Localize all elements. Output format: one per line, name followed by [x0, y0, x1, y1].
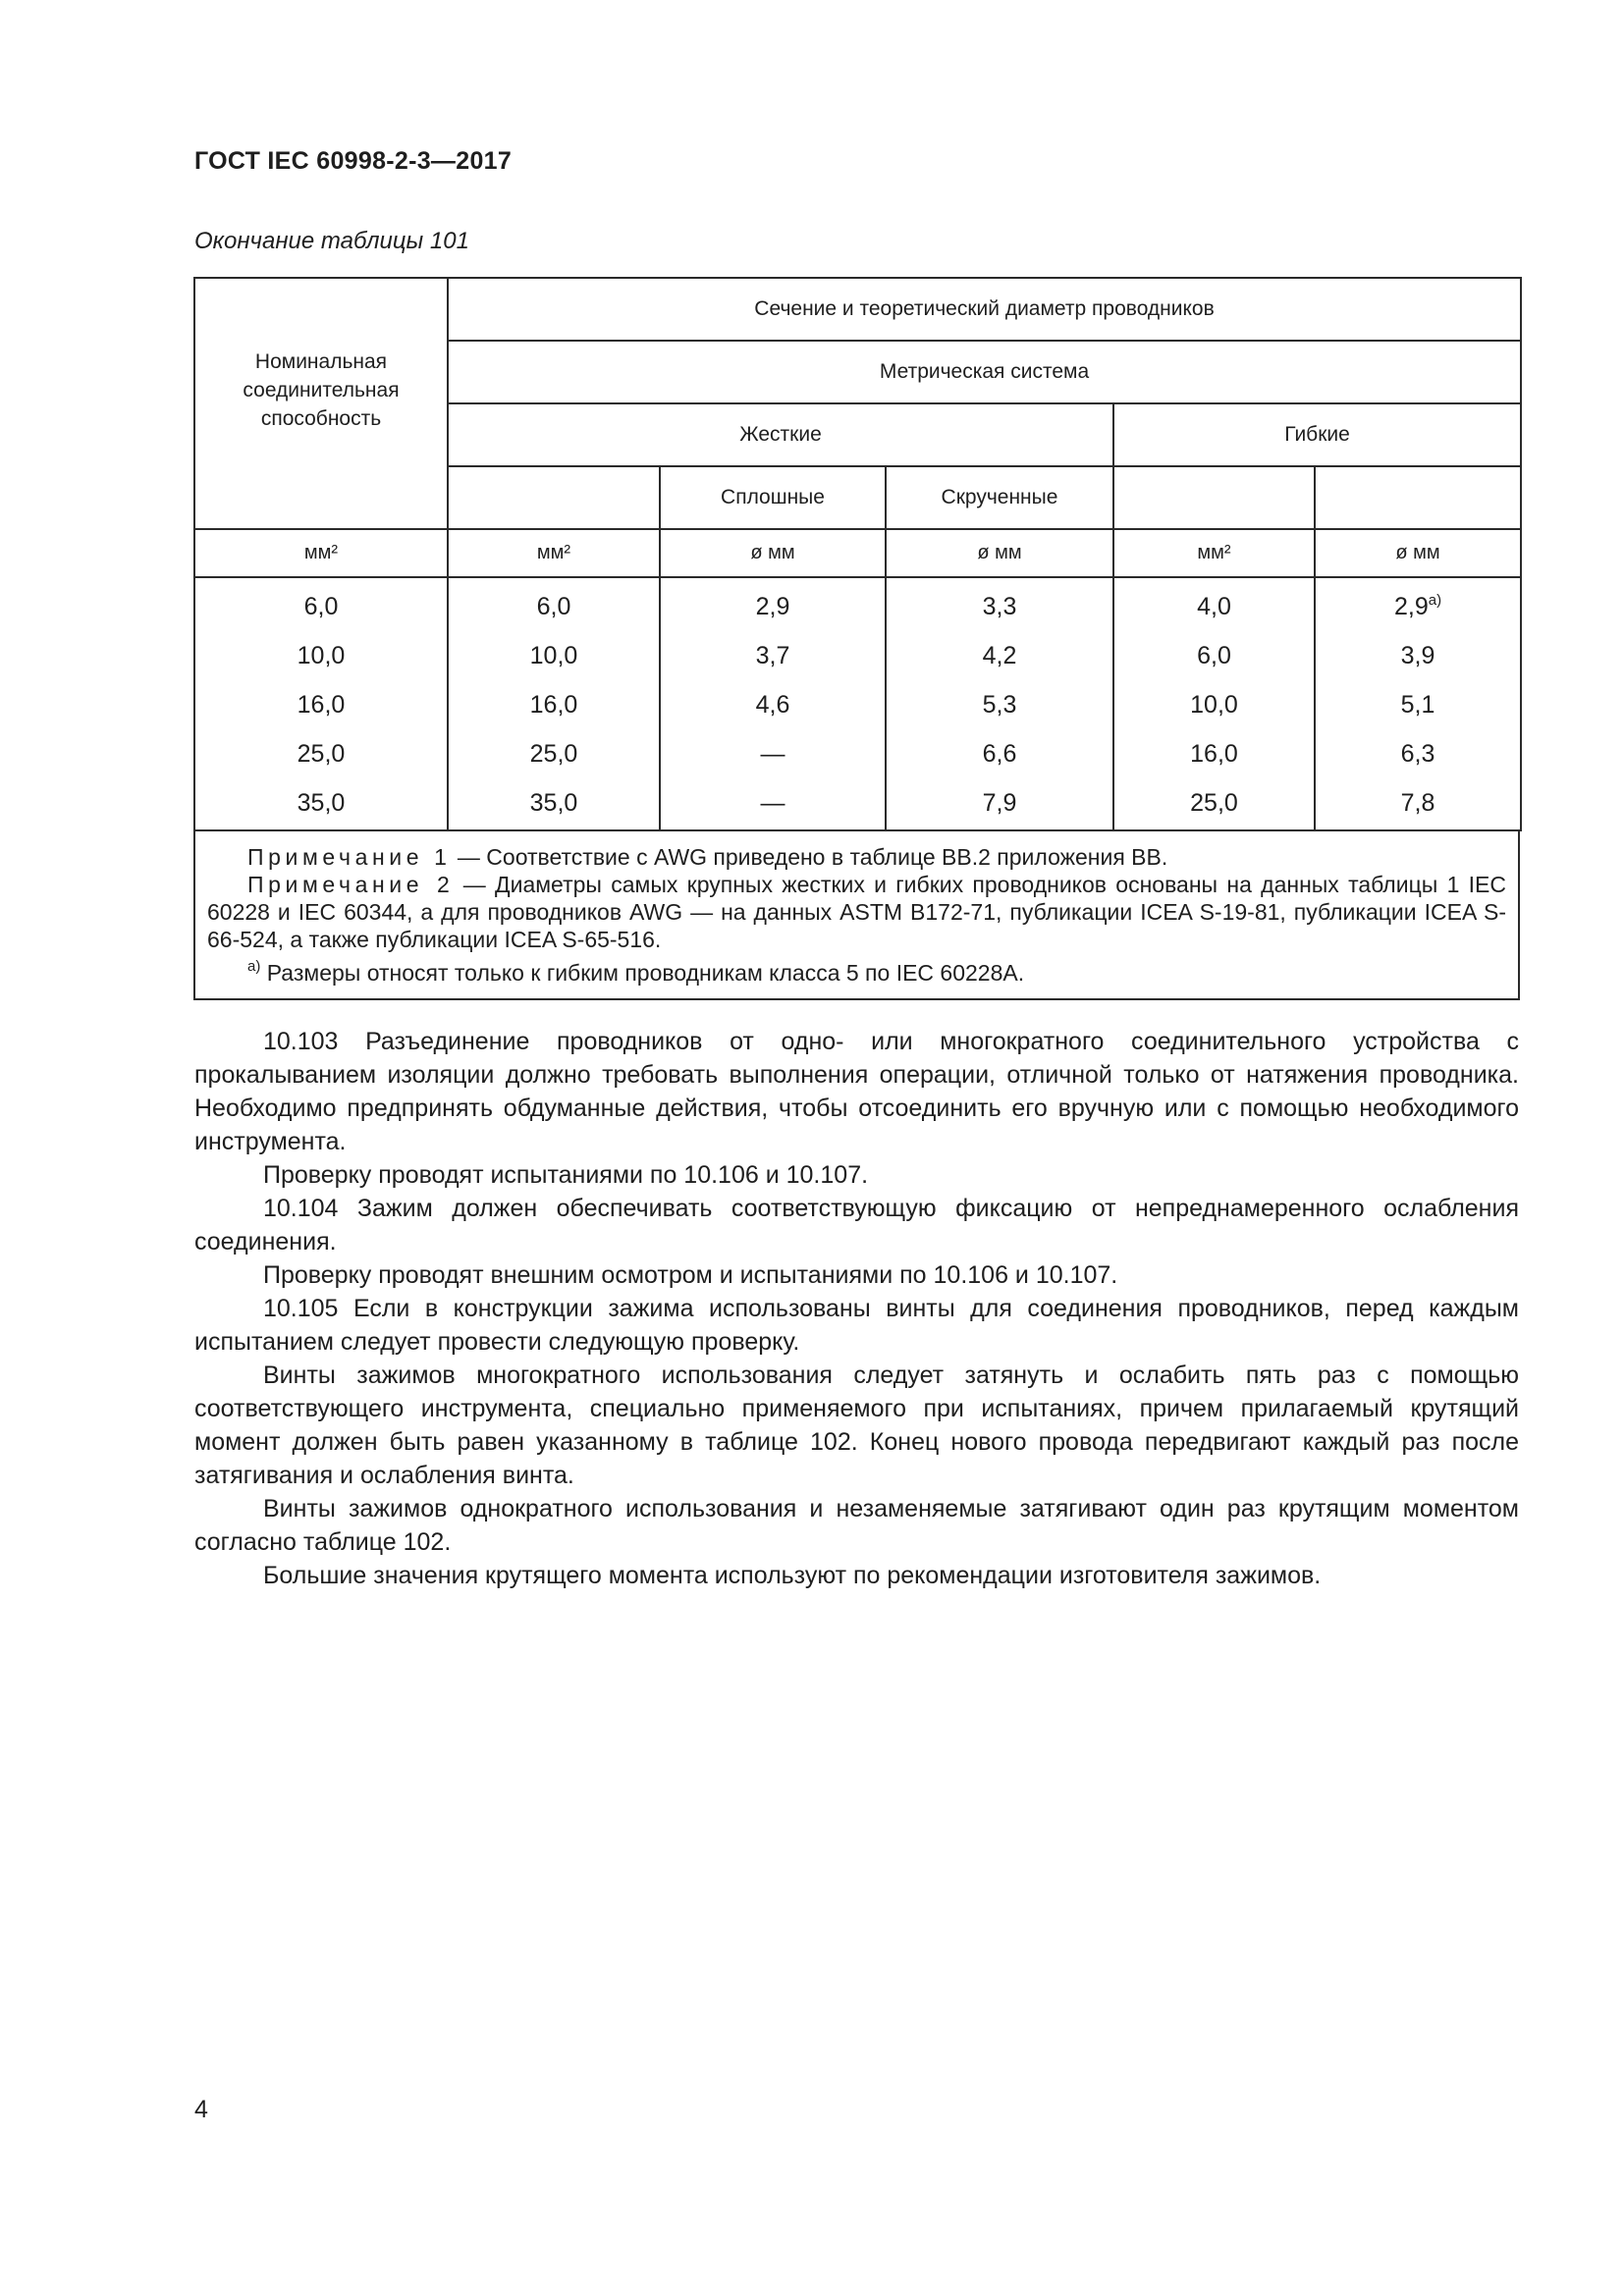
table-row — [194, 778, 1521, 830]
note-1 — [207, 843, 1506, 871]
paragraph-check-2: Проверку проводят внешним осмотром и испытаниями по 10.106 и 10.107. — [263, 1261, 1118, 1289]
table-cell: 10,0 — [448, 631, 660, 680]
header-nominal-capacity: Номинальная соединительная способность — [194, 278, 448, 529]
table-cell: 5,3 — [886, 680, 1113, 729]
table-cell: 25,0 — [448, 729, 660, 778]
paragraph-single-use-screws: Винты зажимов однократного использования и незаменяемые затягивают один раз крутящим моментом согласно таблице 102. — [194, 1495, 1519, 1556]
table-cell: 16,0 — [448, 680, 660, 729]
table-101-continuation — [193, 277, 1520, 1000]
table-cell: 3,9 — [1315, 631, 1521, 680]
units-row — [194, 529, 1521, 577]
footnote-marker: a) — [1428, 592, 1442, 609]
note-2-text: — Диаметры самых крупных жестких и гибких проводников основаны на данных таблицы 1 IEC 60228 и IEC 60344, а для проводников AWG — на данных ASTM B172-71, публикации ICEA S-19-81, публикации ICEA S-66-524, а также публикации ICEA S-65-516. — [207, 872, 1506, 952]
paragraph-check-1: Проверку проводят испытаниями по 10.106 и 10.107. — [263, 1161, 869, 1189]
table-cell: 3,3 — [886, 577, 1113, 631]
paragraph-10-103: 10.103 Разъединение проводников от одно- или многократного соединительного устройства с прокалыванием изоляции должно требовать выполнения операции, отличной только от натяжения проводника. Необходимо предпринять обдуманные действия, чтобы отсоединить его вручную или с помощью необходимого инструмента. — [194, 1028, 1519, 1155]
note-1-label: Примечание 1 — [247, 844, 452, 870]
note-1-text: — Соответствие с AWG приведено в таблице BB.2 приложения BB. — [451, 844, 1168, 870]
table-cell: 16,0 — [194, 680, 448, 729]
table-row — [194, 631, 1521, 680]
conductor-table — [193, 277, 1522, 831]
table-cell: 4,0 — [1113, 577, 1315, 631]
header-stranded: Скрученные — [886, 466, 1113, 529]
table-cell: 6,0 — [1113, 631, 1315, 680]
table-caption: Окончание таблицы 101 — [194, 228, 469, 254]
unit-cell: мм² — [1113, 529, 1315, 577]
table-cell: 6,0 — [194, 577, 448, 631]
header-empty-cell — [448, 466, 660, 529]
table-cell: 7,8 — [1315, 778, 1521, 830]
table-cell: 5,1 — [1315, 680, 1521, 729]
header-empty-cell — [1113, 466, 1315, 529]
standard-title: ГОСТ IEC 60998-2-3—2017 — [194, 147, 513, 175]
table-cell: 4,2 — [886, 631, 1113, 680]
unit-cell: мм² — [194, 529, 448, 577]
table-cell: 10,0 — [194, 631, 448, 680]
paragraph-torque: Большие значения крутящего момента используют по рекомендации изготовителя зажимов. — [263, 1562, 1322, 1589]
note-2 — [207, 871, 1506, 953]
table-cell: — — [660, 729, 886, 778]
unit-cell: ø мм — [886, 529, 1113, 577]
table-cell: 6,0 — [448, 577, 660, 631]
paragraph-10-104: 10.104 Зажим должен обеспечивать соответствующую фиксацию от непреднамеренного ослабления соединения. — [194, 1195, 1519, 1255]
table-cell: 25,0 — [194, 729, 448, 778]
body-text — [194, 1025, 1519, 1592]
table-cell: 35,0 — [194, 778, 448, 830]
footnote-a-marker: a) — [247, 958, 261, 975]
table-row — [194, 680, 1521, 729]
table-cell: 6,3 — [1315, 729, 1521, 778]
page-number: 4 — [194, 2096, 208, 2123]
header-empty-cell — [1315, 466, 1521, 529]
header-rigid: Жесткие — [448, 403, 1113, 466]
table-notes — [193, 831, 1520, 1000]
table-cell: 3,7 — [660, 631, 886, 680]
footnote-a — [207, 953, 1506, 987]
table-cell: 25,0 — [1113, 778, 1315, 830]
note-2-label: Примечание 2 — [247, 872, 455, 897]
table-cell: 35,0 — [448, 778, 660, 830]
header-flexible: Гибкие — [1113, 403, 1521, 466]
header-section-diameter: Сечение и теоретический диаметр проводников — [448, 278, 1521, 341]
table-cell: 4,6 — [660, 680, 886, 729]
unit-cell: ø мм — [660, 529, 886, 577]
cell-value: 2,9 — [1393, 593, 1429, 620]
table-cell: 2,9 — [660, 577, 886, 631]
table-row — [194, 729, 1521, 778]
footnote-a-text: Размеры относят только к гибким проводникам класса 5 по IEC 60228A. — [260, 960, 1025, 986]
table-cell: 6,6 — [886, 729, 1113, 778]
table-cell: 7,9 — [886, 778, 1113, 830]
header-solid: Сплошные — [660, 466, 886, 529]
table-row — [194, 577, 1521, 631]
table-cell: 10,0 — [1113, 680, 1315, 729]
unit-cell: ø мм — [1315, 529, 1521, 577]
paragraph-reusable-screws: Винты зажимов многократного использования следует затянуть и ослабить пять раз с помощью соответствующего инструмента, специально применяемого при испытаниях, причем прилагаемый крутящий момент должен быть равен указанному в таблице 102. Конец нового провода передвигают каждый раз после затягивания и ослабления винта. — [194, 1362, 1519, 1489]
table-cell: — — [660, 778, 886, 830]
table-cell — [1315, 577, 1521, 631]
unit-cell: мм² — [448, 529, 660, 577]
header-metric-system: Метрическая система — [448, 341, 1521, 403]
paragraph-10-105: 10.105 Если в конструкции зажима использованы винты для соединения проводников, перед каждым испытанием следует провести следующую проверку. — [194, 1295, 1519, 1356]
table-cell: 16,0 — [1113, 729, 1315, 778]
